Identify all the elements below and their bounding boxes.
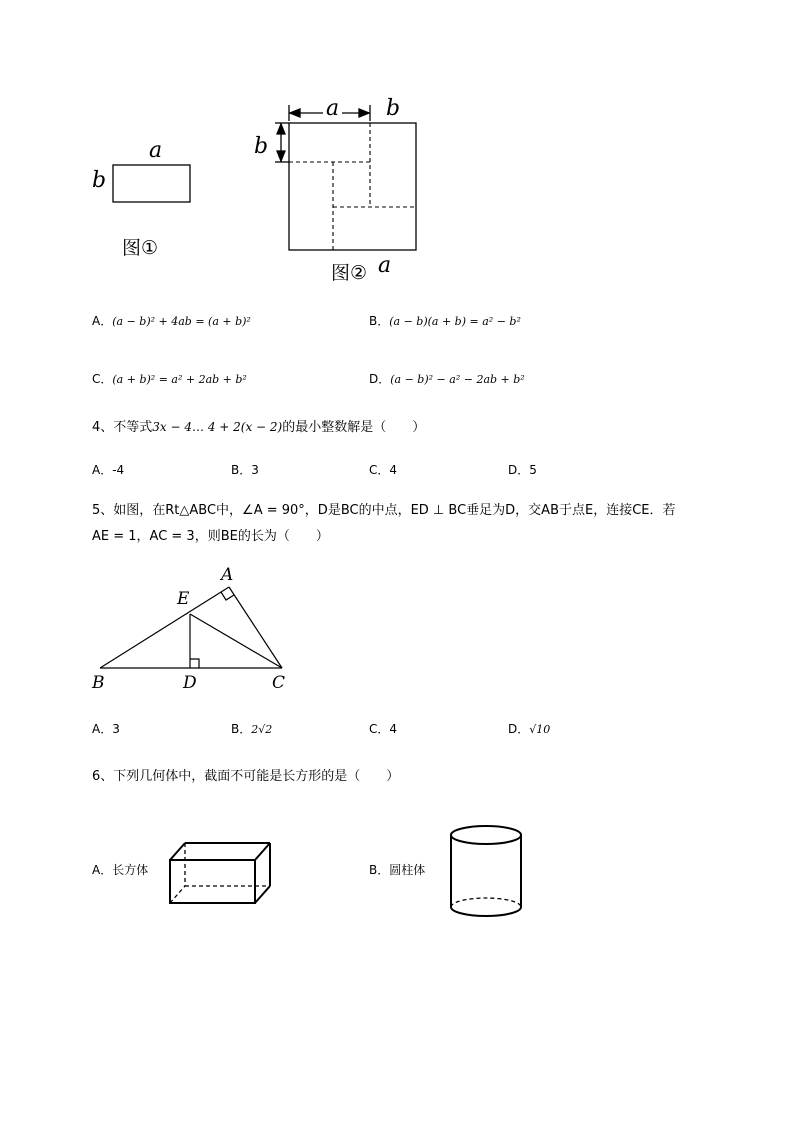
q4-text-post: 的最小整数解是（ ） <box>282 420 426 435</box>
q5-stem-line-2: AE = 1，AC = 3，则BE的长为（ ） <box>92 529 329 544</box>
option-letter: A． <box>92 314 113 328</box>
option-letter: D． <box>508 722 530 736</box>
option-letter: D． <box>508 463 530 477</box>
figure-1-label-b: b <box>92 168 107 193</box>
option-expression: (a − b)(a + b) = a² − b² <box>389 315 521 328</box>
figure-2-label-a-bottom: a <box>378 253 392 278</box>
option-value: 4 <box>389 463 398 477</box>
q4-number: 4、 <box>92 420 114 435</box>
figure-2-label-a-top: a <box>323 96 342 121</box>
option-letter: B． <box>231 722 252 736</box>
option-letter: B． <box>369 863 390 877</box>
q5-label-b: B <box>92 673 105 693</box>
option-letter: B． <box>231 463 252 477</box>
q5-label-d: D <box>183 673 197 693</box>
option-expression: (a − b)² − a² − 2ab + b² <box>390 373 525 386</box>
option-letter: C． <box>92 372 113 386</box>
option-value: -4 <box>112 463 125 477</box>
figure-1-caption: 图① <box>122 237 159 259</box>
figure-2-caption: 图② <box>331 262 368 284</box>
option-value: 圆柱体 <box>389 863 426 877</box>
option-letter: A． <box>92 722 113 736</box>
option-letter: B． <box>369 314 390 328</box>
option-letter: C． <box>369 463 390 477</box>
option-value: 3 <box>251 463 259 477</box>
q5-stem-line-1: 5、如图，在Rt△ABC中，∠A = 90°，D是BC的中点，ED ⊥ BC垂足为D，交AB于点E，连接CE．若 <box>92 503 676 518</box>
q5-label-c: C <box>272 673 286 693</box>
option-letter: C． <box>369 722 390 736</box>
figure-2-label-b-left: b <box>254 134 269 159</box>
q5-label-e: E <box>177 589 190 609</box>
figure-2-label-b-top: b <box>386 96 401 121</box>
option-expression: (a + b)² = a² + 2ab + b² <box>112 373 247 386</box>
q4-text-pre: 不等式 <box>113 420 153 435</box>
q5-label-a: A <box>221 565 234 585</box>
option-value: 5 <box>529 463 537 477</box>
option-expression: (a − b)² + 4ab = (a + b)² <box>112 315 251 328</box>
option-value: √10 <box>529 723 551 736</box>
option-letter: D． <box>369 372 391 386</box>
option-value: 2√2 <box>251 723 273 736</box>
q6-stem: 6、下列几何体中，截面不可能是长方形的是（ ） <box>92 769 400 784</box>
option-letter: A． <box>92 863 113 877</box>
option-value: 长方体 <box>112 863 149 877</box>
option-value: 4 <box>389 722 398 736</box>
option-letter: A． <box>92 463 113 477</box>
option-value: 3 <box>112 722 120 736</box>
figure-1-label-a: a <box>149 138 163 163</box>
q4-inequality: 3x − 4… 4 + 2(x − 2) <box>152 420 283 434</box>
